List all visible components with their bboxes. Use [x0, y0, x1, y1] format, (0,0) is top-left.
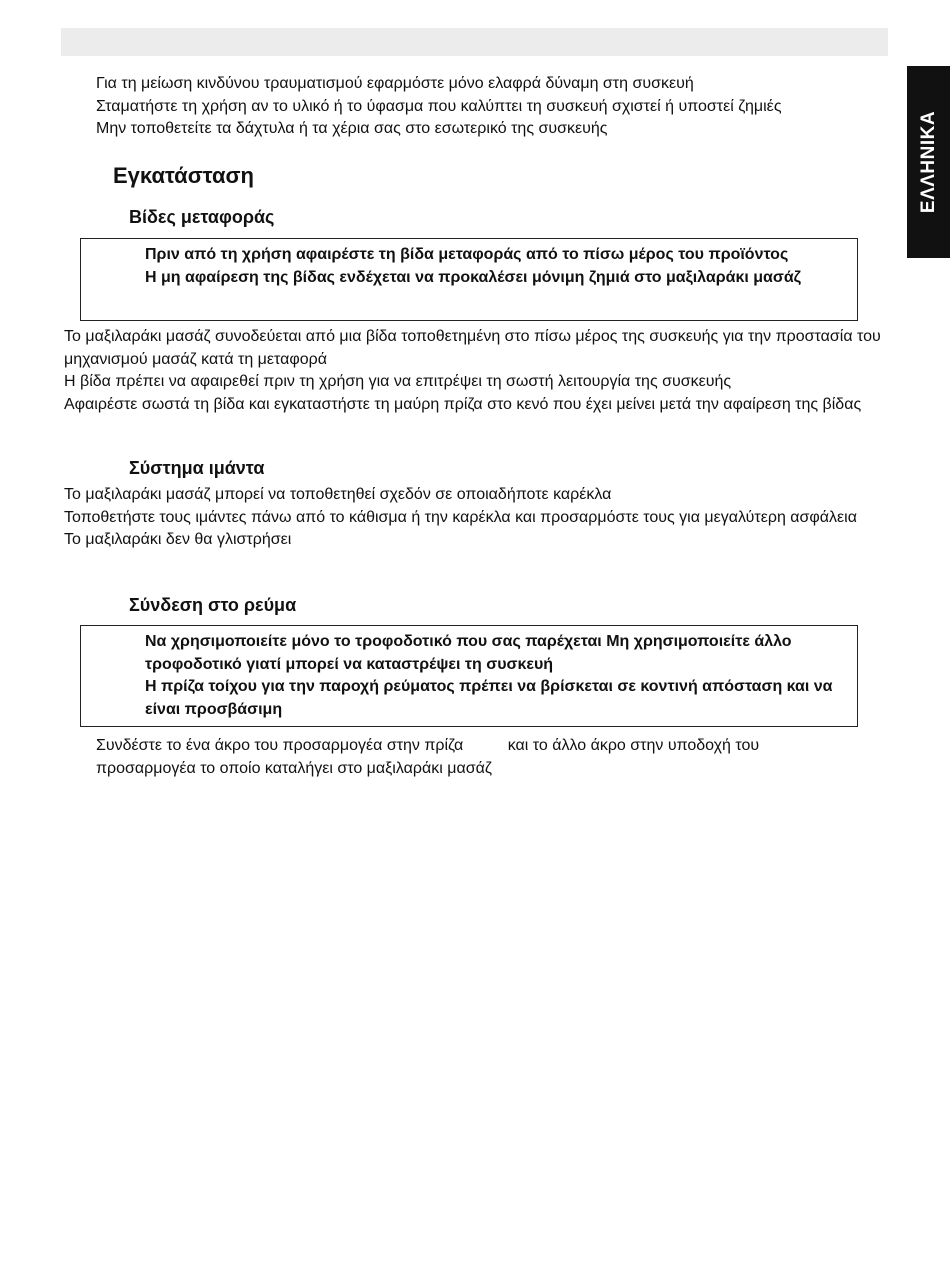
- strap-system-heading: Σύστημα ιμάντα: [129, 458, 265, 478]
- safety-note: Σταματήστε τη χρήση αν το υλικό ή το ύφασμα που καλύπτει τη συσκευή σχιστεί ή υποστεί ζημιές: [96, 97, 782, 115]
- transport-screw-warning-box: [80, 238, 858, 321]
- power-warning-box: [80, 625, 858, 727]
- paragraph: Το μαξιλαράκι μασάζ συνοδεύεται από μια βίδα τοποθετημένη στο πίσω μέρος της συσκευής για την προστασία του μηχανισμού μασάζ κατά τη μεταφορά: [64, 328, 881, 368]
- warning-line: Πριν από τη χρήση αφαιρέστε τη βίδα μεταφοράς από το πίσω μέρος του προϊόντος: [145, 246, 789, 263]
- strap-system-text: [64, 484, 888, 552]
- language-tab-label: ΕΛΛΗΝΙΚΑ: [917, 110, 939, 214]
- warning-line: Η μη αφαίρεση της βίδας ενδέχεται να προκαλέσει μόνιμη ζημιά στο μαξιλαράκι μασάζ: [145, 268, 802, 286]
- transport-screws-text: [64, 326, 888, 416]
- transport-screws-heading: Βίδες μεταφοράς: [129, 207, 275, 227]
- paragraph: Το μαξιλαράκι δεν θα γλιστρήσει: [64, 531, 292, 548]
- paragraph: Αφαιρέστε σωστά τη βίδα και εγκαταστήστε τη μαύρη πρίζα στο κενό που έχει μείνει μετά την αφαίρεση της βίδας: [64, 395, 862, 413]
- language-tab: [907, 66, 950, 258]
- power-connection-heading: Σύνδεση στο ρεύμα: [129, 595, 297, 615]
- safety-notes: [96, 73, 896, 141]
- paragraph: Τοποθετήστε τους ιμάντες πάνω από το κάθισμα ή την καρέκλα και προσαρμόστε τους για μεγαλύτερη ασφάλεια: [64, 508, 857, 526]
- paragraph: Η βίδα πρέπει να αφαιρεθεί πριν τη χρήση για να επιτρέψει τη σωστή λειτουργία της συσκευής: [64, 373, 732, 390]
- paragraph: Το μαξιλαράκι μασάζ μπορεί να τοποθετηθεί σχεδόν σε οποιαδήποτε καρέκλα: [64, 486, 612, 503]
- page-header-bar: [61, 28, 888, 56]
- warning-line: Να χρησιμοποιείτε μόνο το τροφοδοτικό που σας παρέχεται Μη χρησιμοποιείτε άλλο τροφοδοτικό γιατί μπορεί να καταστρέψει τη συσκευή: [145, 633, 792, 673]
- paragraph: Συνδέστε το ένα άκρο του προσαρμογέα στην πρίζα και το άλλο άκρο στην υποδοχή του προσαρμογέα το οποίο καταλήγει στο μαξιλαράκι μασάζ: [96, 737, 764, 777]
- safety-note: Μην τοποθετείτε τα δάχτυλα ή τα χέρια σας στο εσωτερικό της συσκευής: [96, 120, 608, 137]
- power-connection-instruction: [96, 735, 856, 780]
- safety-note: Για τη μείωση κινδύνου τραυματισμού εφαρμόστε μόνο ελαφρά δύναμη στη συσκευή: [96, 75, 694, 92]
- warning-line: Η πρίζα τοίχου για την παροχή ρεύματος πρέπει να βρίσκεται σε κοντινή απόσταση και να είναι προσβάσιμη: [145, 678, 833, 718]
- installation-heading: Εγκατάσταση: [113, 163, 254, 188]
